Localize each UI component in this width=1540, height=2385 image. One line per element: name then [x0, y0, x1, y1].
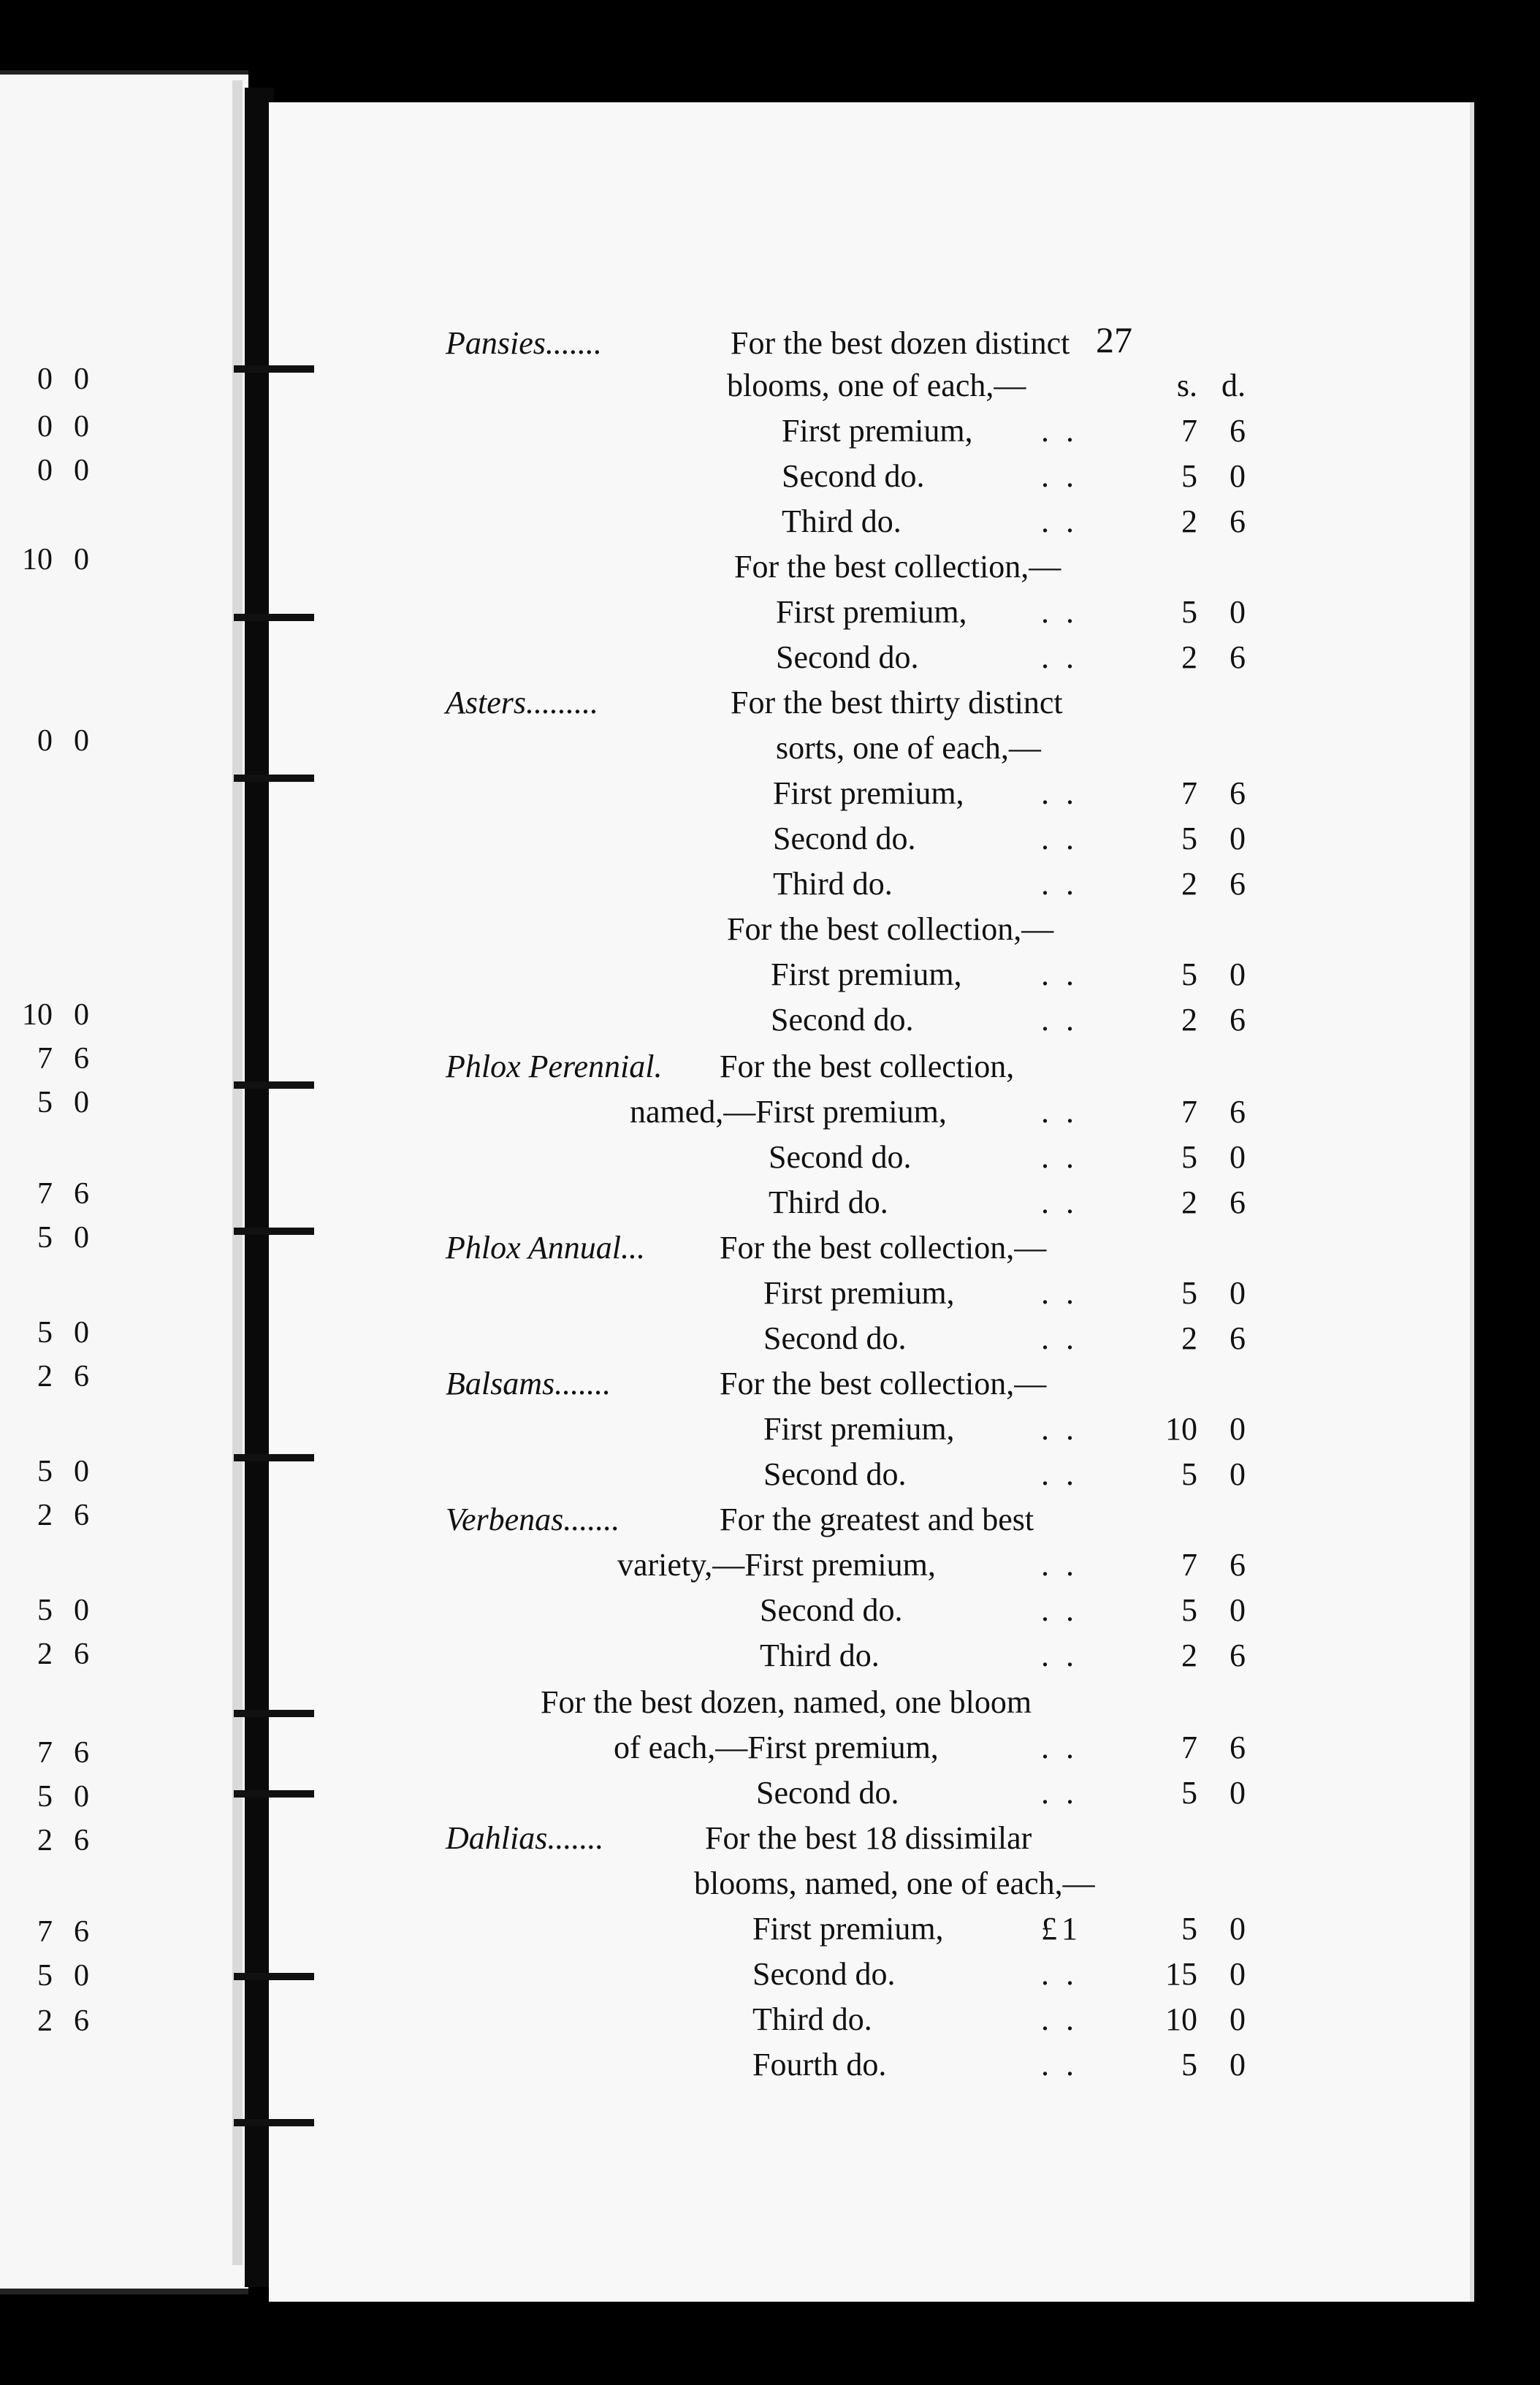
left-page-amount-row	[10, 1779, 98, 1814]
amount-pence: 0	[1230, 1139, 1246, 1175]
premium-amount	[1041, 411, 1246, 452]
premium-description: Fourth do.	[752, 2047, 887, 2082]
left-page-amount-pence: 0	[74, 1455, 89, 1488]
amount-shillings: 7	[1181, 1547, 1197, 1583]
amount-shillings: s.	[1176, 368, 1197, 403]
left-page-edge	[232, 80, 243, 2265]
left-page-amount-shillings: 5	[37, 1316, 53, 1350]
amount-leader: . .	[1041, 1002, 1078, 1038]
amount-shillings: 5	[1181, 956, 1197, 992]
left-page-amount-shillings: 7	[37, 1915, 53, 1949]
left-page-amount-shillings: 2	[37, 2004, 53, 2038]
amount-shillings: 5	[1181, 1139, 1197, 1175]
amount-leader: £1	[1041, 1911, 1082, 1947]
amount-pence: 0	[1230, 821, 1246, 856]
amount-leader: . .	[1041, 1139, 1078, 1175]
premium-description: Second do.	[763, 1456, 907, 1492]
amount-leader: . .	[1041, 821, 1078, 856]
premium-amount	[1041, 1454, 1246, 1495]
premium-description: First premium,	[776, 594, 967, 630]
left-page-amount-shillings: 2	[37, 1824, 53, 1857]
left-page-amount-row	[10, 542, 98, 577]
premium-description: Second do.	[763, 1320, 907, 1356]
premium-description: sorts, one of each,—	[776, 730, 1041, 766]
amount-pence: 0	[1230, 594, 1246, 630]
amount-leader: . .	[1041, 1547, 1078, 1583]
amount-leader: . .	[1041, 1730, 1078, 1765]
premium-amount	[1041, 864, 1246, 905]
premium-description: For the best 18 dissimilar	[705, 1820, 1032, 1856]
amount-pence: 6	[1230, 866, 1246, 902]
amount-shillings: 2	[1181, 1184, 1197, 1220]
premium-description: Third do.	[752, 2001, 872, 2037]
binding-stitch	[234, 365, 314, 373]
premium-description: Second do.	[769, 1139, 912, 1175]
amount-leader: . .	[1041, 866, 1078, 902]
premium-description: named,—First premium,	[630, 1094, 947, 1130]
amount-pence: 6	[1230, 1094, 1246, 1130]
left-page-amount-pence: 0	[74, 454, 89, 487]
left-page-amount-row	[10, 362, 98, 397]
left-page-amount-shillings: 7	[37, 1042, 53, 1076]
amount-pence: 6	[1230, 1184, 1246, 1220]
flower-category: Phlox Annual...	[446, 1230, 645, 1266]
premium-amount	[1041, 637, 1246, 678]
left-page-amount-shillings: 7	[37, 1177, 53, 1211]
amount-pence: 6	[1230, 413, 1246, 449]
left-page-amount-row	[10, 1823, 98, 1858]
left-page-amount-shillings: 2	[37, 1360, 53, 1393]
left-page-amount-pence: 6	[74, 1637, 89, 1671]
left-page-amount-pence: 6	[74, 1360, 89, 1393]
amount-pence: 0	[1230, 1411, 1246, 1447]
left-page-amount-row	[10, 453, 98, 488]
premium-description: For the best collection,—	[720, 1366, 1047, 1401]
amount-pence: 0	[1230, 1592, 1246, 1628]
binding-stitch	[234, 1790, 314, 1798]
premium-amount	[1041, 1999, 1246, 2040]
left-page-amount-shillings: 0	[37, 410, 53, 444]
left-page	[0, 70, 248, 2294]
left-page-amount-shillings: 10	[22, 998, 53, 1032]
premium-amount	[1041, 818, 1246, 859]
premium-amount	[1041, 2044, 1246, 2085]
premium-description: For the best dozen distinct	[731, 325, 1070, 361]
amount-leader: . .	[1041, 1592, 1078, 1628]
left-page-amount-row	[10, 1593, 98, 1628]
left-page-amount-row	[10, 1454, 98, 1489]
left-page-amount-row	[10, 723, 98, 758]
left-page-amount-row	[10, 2004, 98, 2039]
binding-stitch	[234, 1081, 314, 1089]
amount-leader: . .	[1041, 1775, 1078, 1811]
amount-shillings: 2	[1181, 503, 1197, 539]
premium-description: First premium,	[763, 1411, 955, 1447]
premium-amount	[1041, 501, 1246, 542]
premium-description: Third do.	[769, 1184, 888, 1220]
premium-description: Second do.	[782, 458, 925, 494]
premium-amount	[1041, 1635, 1246, 1676]
flower-category: Balsams.......	[446, 1366, 611, 1401]
premium-amount	[1041, 456, 1246, 497]
left-page-amount-shillings: 2	[37, 1499, 53, 1532]
amount-shillings: 2	[1181, 1320, 1197, 1356]
left-page-amount-row	[10, 1359, 98, 1394]
left-page-amount-row	[10, 1637, 98, 1672]
right-page	[269, 102, 1474, 2302]
binding-stitch	[234, 1454, 314, 1461]
amount-shillings: 2	[1181, 639, 1197, 675]
left-page-amount-pence: 6	[74, 1915, 89, 1949]
left-page-amount-pence: 0	[74, 1594, 89, 1627]
premium-description: First premium,	[752, 1911, 944, 1947]
left-page-amount-pence: 6	[74, 2004, 89, 2038]
premium-description: For the best collection,—	[727, 911, 1054, 947]
amount-shillings: 2	[1181, 1637, 1197, 1673]
premium-amount	[1041, 1590, 1246, 1631]
amount-pence: 6	[1230, 1730, 1246, 1765]
premium-description: First premium,	[773, 775, 964, 811]
amount-pence: 0	[1230, 1275, 1246, 1311]
premium-description: Third do.	[782, 503, 901, 539]
page-number: 27	[1096, 319, 1132, 360]
premium-description: For the best collection,—	[734, 549, 1061, 585]
amount-pence: 6	[1230, 639, 1246, 675]
left-page-amount-shillings: 0	[37, 454, 53, 487]
premium-description: variety,—First premium,	[617, 1547, 936, 1583]
left-page-amount-pence: 0	[74, 724, 89, 758]
premium-amount	[1041, 1092, 1246, 1133]
premium-amount	[1041, 1954, 1246, 1995]
left-page-amount-pence: 6	[74, 1736, 89, 1770]
amount-shillings: 10	[1165, 2001, 1197, 2037]
amount-shillings: 5	[1181, 821, 1197, 856]
amount-pence: 6	[1230, 503, 1246, 539]
amount-leader: . .	[1041, 2047, 1078, 2082]
left-page-amount-row	[10, 1958, 98, 1993]
left-page-amount-row	[10, 1498, 98, 1533]
premium-amount	[1041, 1318, 1246, 1359]
amount-shillings: 5	[1181, 1911, 1197, 1947]
amount-pence: 0	[1230, 1775, 1246, 1811]
left-page-amount-row	[10, 1220, 98, 1255]
amount-shillings: 15	[1165, 1956, 1197, 1992]
amount-leader: . .	[1041, 594, 1078, 630]
premium-description: For the best thirty distinct	[731, 685, 1063, 720]
left-page-amount-shillings: 5	[37, 1455, 53, 1488]
left-page-amount-pence: 6	[74, 1824, 89, 1857]
premium-amount	[1041, 1545, 1246, 1586]
amount-leader: . .	[1041, 1320, 1078, 1356]
premium-description: Third do.	[773, 866, 893, 902]
left-page-amount-shillings: 2	[37, 1637, 53, 1671]
premium-amount	[1041, 1182, 1246, 1223]
left-page-amount-pence: 0	[74, 1959, 89, 1993]
left-page-amount-row	[10, 1176, 98, 1211]
amount-shillings: 7	[1181, 413, 1197, 449]
amount-leader: . .	[1041, 413, 1078, 449]
premium-amount	[1041, 1773, 1246, 1814]
premium-description: First premium,	[763, 1275, 955, 1311]
flower-category: Asters.........	[446, 685, 598, 720]
left-page-amount-pence: 0	[74, 1221, 89, 1255]
amount-pence: 6	[1230, 1637, 1246, 1673]
amount-leader: . .	[1041, 1184, 1078, 1220]
premium-description: First premium,	[771, 956, 962, 992]
premium-description: Second do.	[752, 1956, 896, 1992]
amount-shillings: 5	[1181, 594, 1197, 630]
left-page-amount-pence: 0	[74, 543, 89, 577]
premium-description: Second do.	[756, 1775, 899, 1811]
left-page-amount-row	[10, 1041, 98, 1076]
left-page-amount-pence: 0	[74, 1780, 89, 1814]
amount-leader: . .	[1041, 956, 1078, 992]
binding-stitch	[234, 775, 314, 782]
amount-pence: 0	[1230, 1456, 1246, 1492]
amount-shillings: 7	[1181, 1730, 1197, 1765]
premium-description: of each,—First premium,	[614, 1730, 939, 1765]
premium-amount	[1041, 365, 1246, 406]
premium-description: For the best collection,—	[720, 1230, 1047, 1266]
amount-pence: 0	[1230, 458, 1246, 494]
premium-description: Third do.	[760, 1637, 880, 1673]
amount-shillings: 2	[1181, 866, 1197, 902]
left-page-amount-pence: 6	[74, 1042, 89, 1076]
left-page-amount-shillings: 5	[37, 1086, 53, 1119]
premium-description: Second do.	[771, 1002, 914, 1038]
left-page-amount-pence: 0	[74, 410, 89, 444]
amount-pence: 0	[1230, 2047, 1246, 2082]
premium-description: blooms, one of each,—	[727, 368, 1026, 403]
flower-category: Phlox Perennial.	[446, 1049, 663, 1084]
left-page-amount-pence: 0	[74, 362, 89, 396]
amount-leader: . .	[1041, 1637, 1078, 1673]
left-page-amount-pence: 0	[74, 1316, 89, 1350]
left-page-amount-row	[10, 1735, 98, 1770]
flower-category: Pansies.......	[446, 325, 602, 361]
amount-pence: 6	[1230, 775, 1246, 811]
left-page-amount-row	[10, 1085, 98, 1120]
amount-pence: 0	[1230, 2001, 1246, 2037]
amount-shillings: 5	[1181, 1456, 1197, 1492]
amount-leader: . .	[1041, 1956, 1078, 1992]
amount-leader: . .	[1041, 2001, 1078, 2037]
left-page-amount-shillings: 10	[22, 543, 53, 577]
amount-pence: d.	[1221, 368, 1246, 403]
binding-stitch	[234, 614, 314, 621]
left-page-amount-shillings: 0	[37, 362, 53, 396]
left-page-amount-row	[10, 409, 98, 444]
amount-leader: . .	[1041, 458, 1078, 494]
amount-shillings: 5	[1181, 1775, 1197, 1811]
amount-shillings: 5	[1181, 1592, 1197, 1628]
binding-stitch	[234, 1228, 314, 1235]
premium-description: For the best collection,	[720, 1049, 1015, 1084]
left-page-amount-shillings: 5	[37, 1780, 53, 1814]
premium-amount	[1041, 1909, 1246, 1950]
amount-pence: 0	[1230, 1911, 1246, 1947]
left-page-amount-shillings: 5	[37, 1959, 53, 1993]
left-page-amount-pence: 6	[74, 1499, 89, 1532]
amount-shillings: 7	[1181, 775, 1197, 811]
amount-leader: . .	[1041, 1275, 1078, 1311]
amount-leader: . .	[1041, 1411, 1078, 1447]
left-page-amount-shillings: 7	[37, 1736, 53, 1770]
premium-description: First premium,	[782, 413, 973, 449]
amount-leader: . .	[1041, 503, 1078, 539]
left-page-amount-pence: 6	[74, 1177, 89, 1211]
premium-description: Second do.	[760, 1592, 903, 1628]
flower-category: Verbenas.......	[446, 1502, 620, 1537]
premium-amount	[1041, 1727, 1246, 1768]
left-page-amount-row	[10, 1914, 98, 1950]
amount-shillings: 5	[1181, 458, 1197, 494]
premium-amount	[1041, 1137, 1246, 1178]
amount-leader: . .	[1041, 1456, 1078, 1492]
amount-leader: . .	[1041, 1094, 1078, 1130]
premium-description: Second do.	[773, 821, 916, 856]
amount-pence: 6	[1230, 1547, 1246, 1583]
amount-pence: 0	[1230, 1956, 1246, 1992]
amount-shillings: 2	[1181, 1002, 1197, 1038]
premium-description: For the best dozen, named, one bloom	[541, 1684, 1032, 1720]
amount-leader: . .	[1041, 639, 1078, 675]
premium-amount	[1041, 592, 1246, 633]
premium-description: For the greatest and best	[720, 1502, 1034, 1537]
left-page-amount-pence: 0	[74, 1086, 89, 1119]
premium-description: Second do.	[776, 639, 919, 675]
left-page-amount-shillings: 5	[37, 1594, 53, 1627]
flower-category: Dahlias.......	[446, 1820, 604, 1856]
amount-pence: 6	[1230, 1002, 1246, 1038]
left-page-amount-row	[10, 997, 98, 1032]
left-page-amount-shillings: 5	[37, 1221, 53, 1255]
binding-stitch	[234, 1973, 314, 1980]
amount-shillings: 10	[1165, 1411, 1197, 1447]
amount-shillings: 5	[1181, 1275, 1197, 1311]
premium-amount	[1041, 1000, 1246, 1041]
premium-amount	[1041, 773, 1246, 814]
amount-pence: 0	[1230, 956, 1246, 992]
amount-pence: 6	[1230, 1320, 1246, 1356]
amount-leader: . .	[1041, 775, 1078, 811]
premium-description: blooms, named, one of each,—	[694, 1865, 1095, 1901]
amount-shillings: 5	[1181, 2047, 1197, 2082]
premium-amount	[1041, 1273, 1246, 1314]
binding-stitch	[234, 2119, 314, 2126]
premium-amount	[1041, 954, 1246, 995]
amount-shillings: 7	[1181, 1094, 1197, 1130]
left-page-amount-row	[10, 1315, 98, 1350]
premium-amount	[1041, 1409, 1246, 1450]
left-page-amount-shillings: 0	[37, 724, 53, 758]
binding-stitch	[234, 1710, 314, 1717]
left-page-amount-pence: 0	[74, 998, 89, 1032]
